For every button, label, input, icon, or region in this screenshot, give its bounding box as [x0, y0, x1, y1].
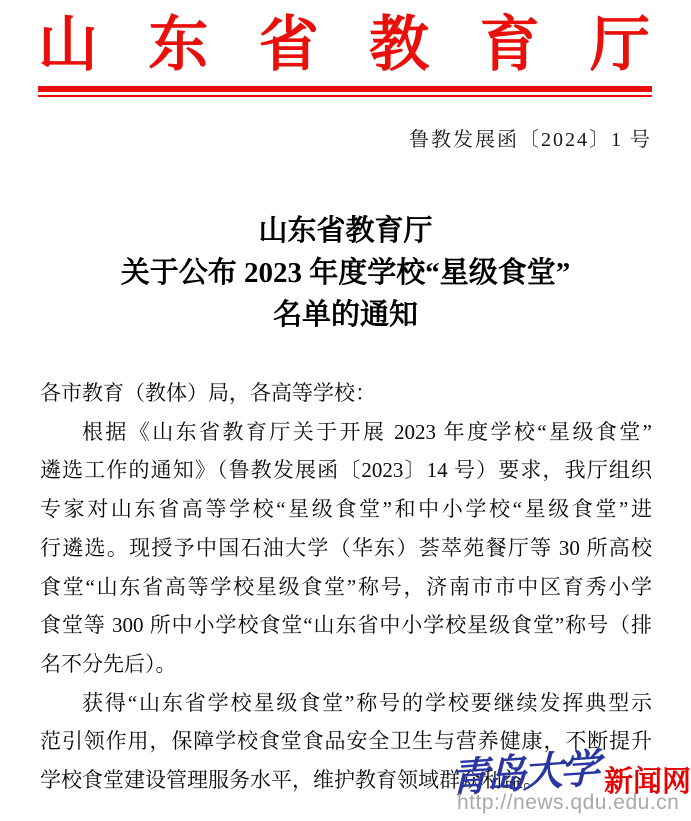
agency-name-char: 东 — [148, 12, 209, 78]
agency-name-char: 厅 — [589, 12, 650, 78]
watermark-url: http://news.qdu.edu.cn — [457, 791, 680, 814]
salutation-line: 各市教育（教体）局，各高等学校： — [40, 381, 376, 405]
document-body — [40, 374, 652, 800]
body-text-line: 遴选工作的通知》（鲁教发展函〔2023〕14 号）要求，我厅组织 — [40, 458, 652, 483]
agency-name-header — [38, 12, 650, 78]
body-text-line: 根据《山东省教育厅关于开展 2023 年度学校“星级食堂” — [82, 419, 652, 444]
doc-number: 鲁教发展函〔2024〕1 号 — [409, 129, 652, 151]
body-text-line: 获得“山东省学校星级食堂”称号的学校要继续发挥典型示 — [82, 690, 652, 715]
title-line: 山东省教育厅 — [258, 215, 433, 247]
body-text-line: 行遴选。现授予中国石油大学（华东）荟萃苑餐厅等 30 所高校 — [40, 535, 652, 560]
body-text-line: 学校食堂建设管理服务水平，维护教育领域群众利益。 — [40, 768, 544, 793]
title-line: 名单的通知 — [272, 299, 418, 331]
agency-name-char: 山 — [38, 12, 98, 78]
document-title — [0, 210, 691, 336]
body-text-line: 专家对山东省高等学校“星级食堂”和中小学校“星级食堂”进 — [40, 497, 652, 522]
watermark-sitename-calligraphy: 青岛大学 — [449, 745, 597, 802]
watermark-news-label: 新闻网 — [604, 766, 691, 798]
agency-name-char: 教 — [369, 12, 430, 78]
body-text-line: 食堂等 300 所中小学校食堂“山东省中小学校星级食堂”称号（排 — [40, 613, 652, 638]
agency-name-char: 省 — [258, 12, 319, 78]
agency-name-char: 育 — [479, 12, 540, 78]
body-text-line: 名不分先后）。 — [40, 651, 177, 676]
red-divider-line — [38, 86, 652, 97]
body-text-line: 食堂“山东省高等学校星级食堂”称号，济南市市中区育秀小学 — [40, 574, 652, 599]
body-text-line: 范引领作用，保障学校食堂食品安全卫生与营养健康，不断提升 — [40, 729, 652, 754]
title-line: 关于公布 2023 年度学校“星级食堂” — [120, 257, 571, 289]
